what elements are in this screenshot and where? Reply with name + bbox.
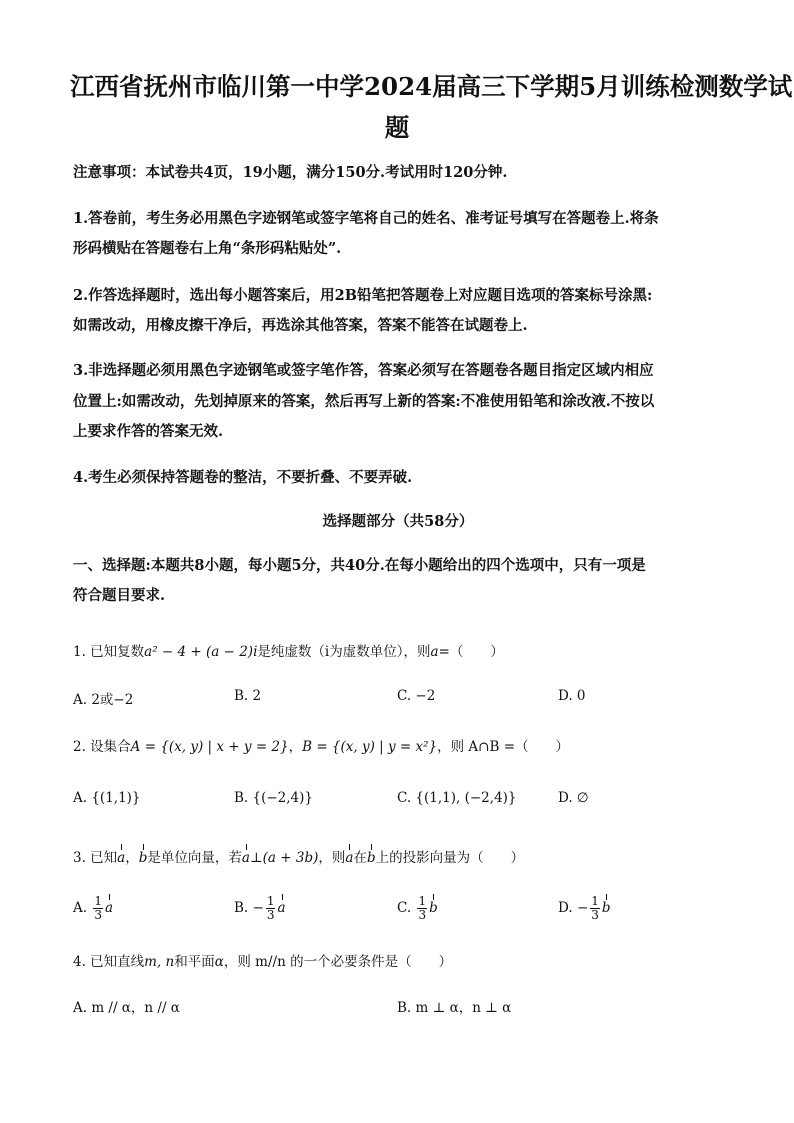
q1-option-a: A. 2或−2 [73,692,134,708]
q3-prefix: 3. 已知 [73,850,118,866]
q3-comma: ， [125,850,139,866]
exam-title-line1: 江西省抚州市临川第一中学2024届高三下学期5月训练检测数学试 [70,72,793,101]
q3-on: 在 [353,850,367,866]
q3-option-a-vector: a [104,900,114,916]
q3-option-b-label: B. [234,900,249,916]
notice-item-4: 4.考生必须保持答题卷的整洁，不要折叠、不要弄破. [73,469,413,486]
q3-option-b-num: 1 [266,894,275,908]
q4-prefix: 4. 已知直线 [73,954,145,970]
q2-option-c: C. {(1,1), (−2,4)} [397,790,517,806]
q3-option-d-fraction [590,895,600,922]
q3-option-d-minus: − [576,900,589,916]
notice-header: 注意事项：本试卷共4页，19小题，满分150分.考试用时120分钟. [73,164,508,181]
q3-proj-vector-b: b [366,850,376,866]
q1-variable: a [430,644,439,660]
q1-option-d: D. 0 [558,688,586,704]
q3-option-b-minus: − [252,900,264,916]
q2-separator: ， [288,739,303,755]
q1-option-b: B. 2 [234,688,262,704]
q3-suffix1: ，则 [318,850,346,866]
q1-prefix: 1. 已知复数 [73,644,145,660]
q3-option-b-fraction [266,895,276,922]
notice-item-1-line2: 形码横贴在答题卷右上角“条形码粘贴处”. [73,240,342,257]
q3-option-c-den: 3 [418,908,427,922]
q3-option-b-vector: a [277,900,286,916]
q2-option-b: B. {(−2,4)} [234,790,313,806]
q3-option-a-label: A. [73,900,88,916]
q2-set-a: A = {(x, y) | x + y = 2} [130,739,289,755]
q2-option-d: D. ∅ [558,790,589,806]
q1-expression: a² − 4 + (a − 2)i [144,644,258,660]
question-4 [73,950,452,970]
question-3 [73,846,524,866]
section-heading: 选择题部分（共58分） [322,513,474,530]
section-intro-line2: 符合题目要求. [73,587,166,604]
q3-option-b-den: 3 [266,908,275,922]
q4-option-a: A. m // α，n // α [73,1000,180,1016]
notice-item-3-line2: 位置上:如需改动，先划掉原来的答案，然后再写上新的答案:不准使用铅笔和涂改液.不按以 [73,393,655,410]
q3-cond-vector-a: a [241,850,250,866]
notice-item-1-line1: 1.答卷前，考生务必用黑色字迹钢笔或签字笔将自己的姓名、准考证号填写在答题卷上.将条 [73,210,659,227]
q3-option-d-vector: b [601,900,611,916]
q3-option-c-fraction [417,895,427,922]
q3-option-a [73,895,113,922]
q3-option-d [558,895,611,922]
q3-option-d-den: 3 [591,908,599,922]
q3-option-a-den: 3 [94,908,102,922]
q3-option-d-label: D. [558,900,573,916]
q2-set-b: B = {(x, y) | y = x²} [302,739,438,755]
notice-item-2-line2: 如需改动，用橡皮擦干净后，再选涂其他答案，答案不能答在试题卷上. [73,317,528,334]
section-intro-line1: 一、选择题:本题共8小题，每小题5分，共40分.在每小题给出的四个选项中，只有一项是 [73,557,646,574]
q3-perp: ⊥ [249,850,263,866]
q3-option-c-vector: b [429,900,438,916]
exam-title-line2: 题 [384,113,410,142]
q3-option-b [234,895,286,922]
q3-option-a-num: 1 [94,894,102,908]
q3-mid: 是单位向量，若 [147,850,242,866]
question-2 [73,735,569,755]
q3-vector-a: a [117,850,126,866]
q2-prefix: 2. 设集合 [73,739,131,755]
q3-cond-expression: (a + 3b) [262,850,319,866]
q3-vector-b: b [138,850,148,866]
q4-mid: 和平面 [174,954,215,970]
q2-suffix: ，则 A∩B =（ ） [437,739,570,755]
q4-suffix: ，则 m//n 的一个必要条件是（ ） [223,954,453,970]
q3-option-d-num: 1 [591,894,599,908]
notice-item-2-line1: 2.作答选择题时，选出每小题答案后，用2B铅笔把答题卷上对应题目选项的答案标号涂黑: [73,287,653,304]
q1-option-c: C. −2 [397,688,436,704]
notice-item-3-line1: 3.非选择题必须用黑色字迹钢笔或签字笔作答，答案必须写在答题卷各题目指定区域内相应 [73,362,654,379]
q3-option-c [397,895,438,922]
q4-vars: m, n [144,954,175,970]
q1-end: =（ ） [438,644,504,660]
question-1 [73,640,504,660]
q2-option-a: A. {(1,1)} [73,790,141,806]
q3-option-a-fraction [93,895,103,922]
notice-item-3-line3: 上要求作答的答案无效. [73,423,224,440]
q4-plane: α [214,954,224,970]
q1-suffix: 是纯虚数（i为虚数单位），则 [257,644,431,660]
q4-option-b: B. m ⊥ α，n ⊥ α [397,1000,512,1016]
q3-suffix2: 上的投影向量为（ ） [375,850,525,866]
q3-option-c-num: 1 [418,894,427,908]
q3-option-c-label: C. [397,900,412,916]
q3-proj-vector-a: a [345,850,354,866]
